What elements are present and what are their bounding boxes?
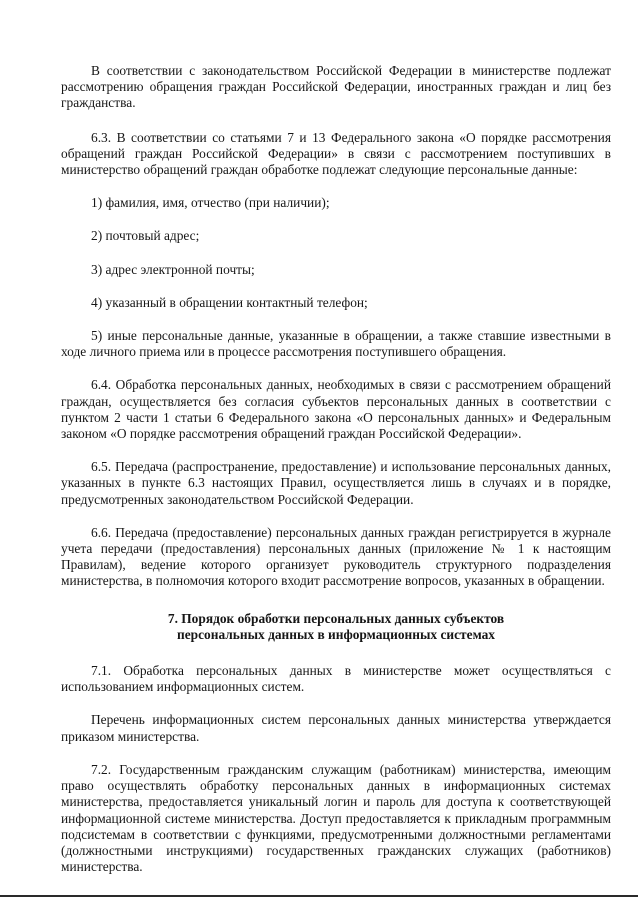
- paragraph-7-2: 7.2. Государственным гражданским служащим (работникам) министерства, имеющим право осуществлять обработку персональных данных в информационных системах министерства, предоставляется уникальный логин и пароль для доступа к соответствующей информационной системе министерства. Доступ предоставляется к прикладным программным подсистемам в соответствии с функциями, предусмотренными должностными регламентами (должностными инструкциями) государственных гражданских служащих (работников) министерства.: [61, 761, 611, 875]
- paragraph-6-5: 6.5. Передача (распространение, предоставление) и использование персональных данных, указанных в пункте 6.3 настоящих Правил, осуществляется лишь в случаях и в порядке, предусмотренных законодательством Российской Федерации.: [61, 459, 611, 507]
- section-heading-line-1: 7. Порядок обработки персональных данных субъектов: [167, 610, 505, 626]
- scan-edge-line: [0, 895, 638, 897]
- paragraph-6-3: 6.3. В соответствии со статьями 7 и 13 Федерального закона «О порядке рассмотрения обращений граждан Российской Федерации» в связи с рассмотрением поступивших в министерство обращений граждан обработке подлежат следующие персональные данные:: [61, 129, 611, 178]
- list-item-4: 4) указанный в обращении контактный телефон;: [91, 294, 368, 310]
- paragraph-6-4: 6.4. Обработка персональных данных, необходимых в связи с рассмотрением обращений граждан, осуществляется без согласия субъектов персональных данных в соответствии с пунктом 2 части 1 статьи 6 Федерального закона «О персональных данных» и Федеральным законом «О порядке рассмотрения обращений граждан Российской Федерации».: [61, 377, 611, 442]
- paragraph-is-list: Перечень информационных систем персональных данных министерства утверждается приказом министерства.: [61, 712, 611, 744]
- paragraph-7-1: 7.1. Обработка персональных данных в министерстве может осуществляться с использованием информационных систем.: [61, 663, 611, 695]
- paragraph-intro: В соответствии с законодательством Российской Федерации в министерстве подлежат рассмотрению обращения граждан Российской Федерации, иностранных граждан и лиц без гражданства.: [61, 63, 611, 111]
- paragraph-6-6: 6.6. Передача (предоставление) персональных данных граждан регистрируется в журнале учета передачи (предоставления) персональных данных (приложение № 1 к настоящим Правилам), ведение которого организует руководитель структурного подразделения министерства, в полномочия которого входит рассмотрение вопросов, указанных в обращении.: [61, 524, 611, 589]
- list-item-1: 1) фамилия, имя, отчество (при наличии);: [91, 195, 330, 211]
- section-heading-line-2: персональных данных в информационных системах: [176, 626, 495, 642]
- document-body: [61, 63, 611, 875]
- section-heading-7: [61, 611, 611, 643]
- list-item-3: 3) адрес электронной почты;: [91, 261, 255, 277]
- list-item-2: 2) почтовый адрес;: [91, 228, 200, 244]
- list-item-5: 5) иные персональные данные, указанные в обращении, а также ставшие известными в ходе личного приема или в процессе рассмотрения поступившего обращения.: [61, 328, 611, 360]
